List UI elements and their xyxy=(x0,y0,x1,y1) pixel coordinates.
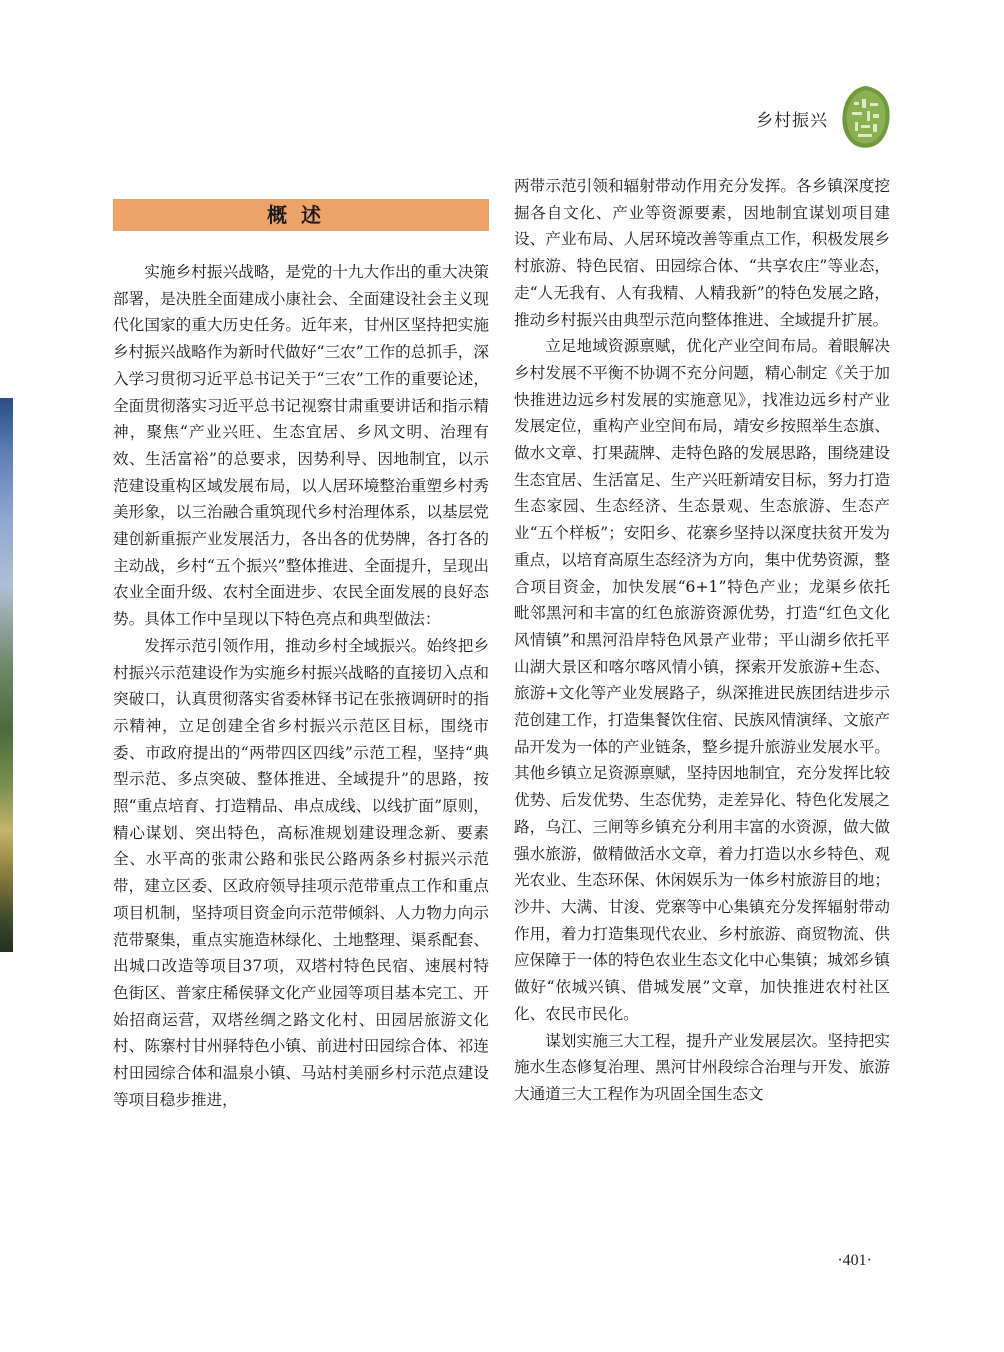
paragraph-continued: 两带示范引领和辐射带动作用充分发挥。各乡镇深度挖掘各自文化、产业等资源要素，因地制宜谋划项目建设、产业布局、人居环境改善等重点工作，积极发展乡村旅游、特色民宿、田园综合体、“共享农庄”等业态，走“人无我有、人有我精、人精我新”的特色发展之路，推动乡村振兴由典型示范向整体推进、全域提升扩展。 xyxy=(514,177,890,329)
section-heading-bar xyxy=(113,199,489,231)
left-column xyxy=(113,259,489,1114)
paragraph: 实施乡村振兴战略，是党的十九大作出的重大决策部署，是决胜全面建成小康社会、全面建设社会主义现代化国家的重大历史任务。近年来，甘州区坚持把实施乡村振兴战略作为新时代做好“三农”工作的总抓手，深入学习贯彻习近平总书记关于“三农”工作的重要论述，全面贯彻落实习近平总书记视察甘肃重要讲话和指示精神，聚焦“产业兴旺、生态宜居、乡风文明、治理有效、生活富裕”的总要求，因势利导、因地制宜，以示范建设重构区域发展布局，以人居环境整治重塑乡村秀美形象，以三治融合重筑现代乡村治理体系，以基层党建创新重振产业发展活力，各出各的优势牌，各打各的主动战，乡村“五个振兴”整体推进、全面提升，呈现出农业全面升级、农村全面进步、农民全面发展的良好态势。具体工作中呈现以下特色亮点和典型做法： xyxy=(113,263,489,629)
paragraph: 立足地域资源禀赋，优化产业空间布局。着眼解决乡村发展不平衡不协调不充分问题，精心制定《关于加快推进边远乡村发展的实施意见》，找准边远乡村产业发展定位，重构产业空间布局，靖安乡按照举生态旗、做水文章、打果蔬牌、走特色路的发展思路，围绕建设生态宜居、生活富足、生产兴旺新靖安目标，努力打造生态家园、生态经济、生态景观、生态旅游、生态产业“五个样板”；安阳乡、花寨乡坚持以深度扶贫开发为重点，以培育高原生态经济为方向，集中优势资源，整合项目资金，加快发展“6+1”特色产业；龙渠乡依托毗邻黑河和丰富的红色旅游资源优势，打造“红色文化风情镇”和黑河沿岸特色风景产业带；平山湖乡依托平山湖大景区和喀尔喀风情小镇，探索开发旅游+生态、旅游+文化等产业发展路子，纵深推进民族团结进步示范创建工作，打造集餐饮住宿、民族风情演绎、文旅产品开发为一体的产业链条，整乡提升旅游业发展水平。其他乡镇立足资源禀赋，坚持因地制宜，充分发挥比较优势、后发优势、生态优势，走差异化、特色化发展之路，乌江、三闸等乡镇充分利用丰富的水资源，做大做强水旅游，做精做活水文章，着力打造以水乡特色、观光农业、生态环保、休闲娱乐为一体乡村旅游目的地；沙井、大满、甘浚、党寨等中心集镇充分发挥辐射带动作用，着力打造集现代农业、乡村旅游、商贸物流、供应保障于一体的特色农业生态文化中心集镇；城郊乡镇做好“依城兴镇、借城发展”文章，加快推进农村社区化、农民市民化。 xyxy=(514,337,890,1023)
right-column xyxy=(514,173,890,1108)
running-head: 乡村振兴 xyxy=(756,111,828,131)
green-seal-stamp-icon xyxy=(840,84,892,150)
edge-photo-strip xyxy=(0,398,13,952)
section-title: 概述 xyxy=(267,203,335,227)
page-number: ·401· xyxy=(837,1252,872,1269)
paragraph: 谋划实施三大工程，提升产业发展层次。坚持把实施水生态修复治理、黑河甘州段综合治理与开发、旅游大通道三大工程作为巩固全国生态文 xyxy=(514,1031,890,1103)
paragraph: 发挥示范引领作用，推动乡村全域振兴。始终把乡村振兴示范建设作为实施乡村振兴战略的直接切入点和突破口，认真贯彻落实省委林铎书记在张掖调研时的指示精神，立足创建全省乡村振兴示范区目标，围绕市委、市政府提出的“两带四区四线”示范工程，坚持“典型示范、多点突破、整体推进、全域提升”的思路，按照“重点培育、打造精品、串点成线、以线扩面”原则，精心谋划、突出特色，高标准规划建设理念新、要素全、水平高的张肃公路和张民公路两条乡村振兴示范带，建立区委、区政府领导挂项示范带重点工作和重点项目机制，坚持项目资金向示范带倾斜、人力物力向示范带聚集，重点实施造林绿化、土地整理、渠系配套、出城口改造等项目37项，双塔村特色民宿、速展村特色街区、普家庄稀侯驿文化产业园等项目基本完工、开始招商运营，双塔丝绸之路文化村、田园居旅游文化村、陈寨村甘州驿特色小镇、前进村田园综合体、祁连村田园综合体和温泉小镇、马站村美丽乡村示范点建设等项目稳步推进， xyxy=(113,636,489,1109)
